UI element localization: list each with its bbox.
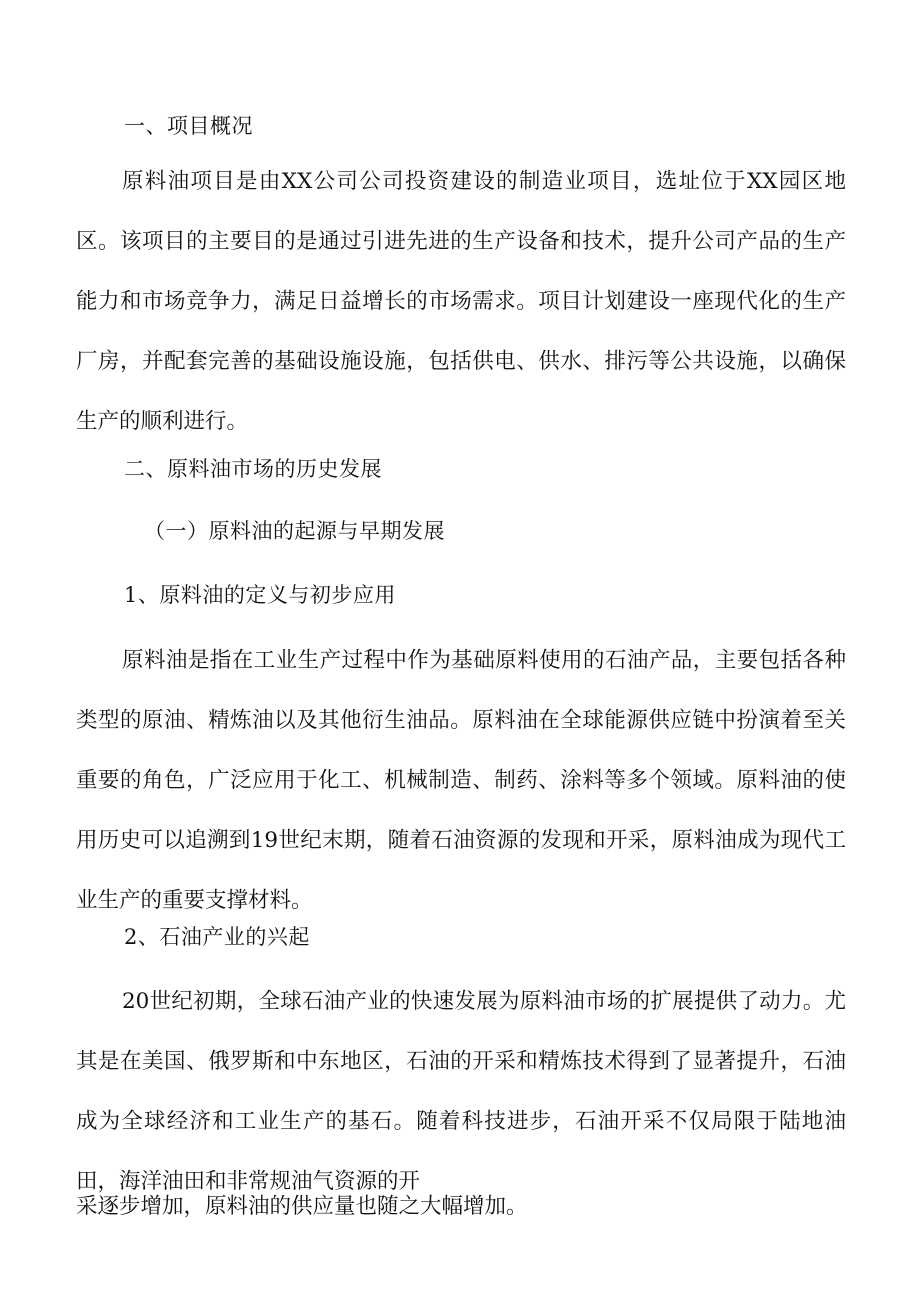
paragraph-oil-industry-rise-continuation: 采逐步增加，原料油的供应量也随之大幅增加。 — [76, 1194, 528, 1219]
section-heading-project-overview: 一、项目概况 — [124, 114, 253, 138]
subsection-heading-origin: （一）原料油的起源与早期发展 — [144, 519, 445, 543]
section-heading-market-history: 二、原料油市场的历史发展 — [124, 457, 382, 481]
paragraph-definition: 原料油是指在工业生产过程中作为基础原料使用的石油产品，主要包括各种类型的原油、精炼油以及其他衍生油品。原料油在全球能源供应链中扮演着至关重要的角色，广泛应用于化工、机械制造、制药、涂料等多个领域。原料油的使用历史可以追溯到19世纪末期，随着石油资源的发现和开采，原料油成为现代工业生产的重要支撑材料。 — [76, 648, 846, 913]
item-heading-oil-industry-rise: 2、石油产业的兴起 — [124, 925, 310, 949]
paragraph-project-overview: 原料油项目是由XX公司公司投资建设的制造业项目，选址位于XX园区地区。该项目的主要目的是通过引进先进的生产设备和技术，提升公司产品的生产能力和市场竞争力，满足日益增长的市场需求。项目计划建设一座现代化的生产厂房，并配套完善的基础设施设施，包括供电、供水、排污等公共设施，以确保生产的顺利进行。 — [76, 169, 846, 434]
paragraph-oil-industry-rise: 20世纪初期，全球石油产业的快速发展为原料油市场的扩展提供了动力。尤其是在美国、俄罗斯和中东地区，石油的开采和精炼技术得到了显著提升，石油成为全球经济和工业生产的基石。随着科技进步，石油开采不仅局限于陆地油田，海洋油田和非常规油气资源的开 — [76, 989, 846, 1194]
item-heading-definition: 1、原料油的定义与初步应用 — [124, 583, 396, 607]
